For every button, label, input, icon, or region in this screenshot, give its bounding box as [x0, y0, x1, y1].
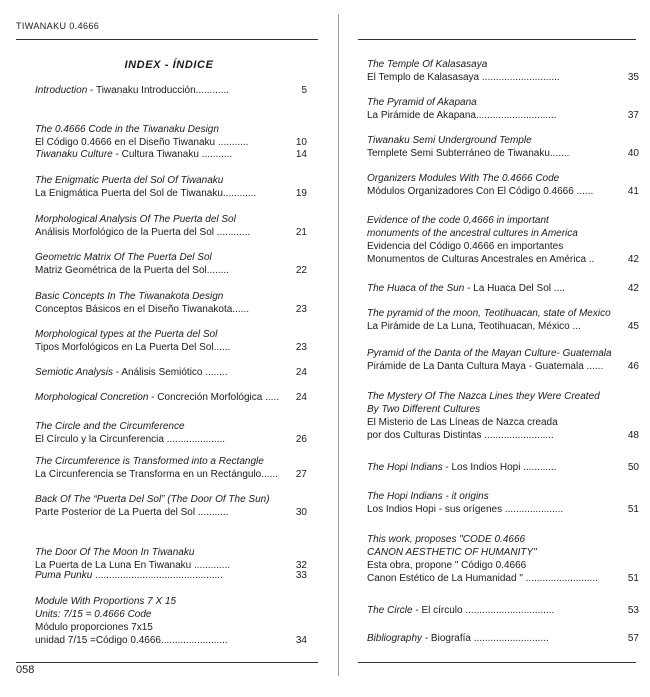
index-entry [367, 58, 639, 84]
header-rule [16, 39, 318, 40]
entry-page-number: 21 [295, 227, 307, 238]
entry-english-title: This work, proposes "CODE 0.4666 [367, 534, 526, 545]
entry-english-title: Organizers Modules With The 0.4666 Code [367, 173, 560, 184]
entry-line [367, 559, 639, 572]
entry-line [35, 366, 307, 379]
index-entry [367, 390, 639, 442]
entry-line [367, 490, 639, 503]
entry-line [35, 328, 307, 341]
index-entry [367, 134, 639, 160]
entry-english-title: The Mystery Of The Nazca Lines they Were Created [367, 391, 600, 402]
entry-spanish-title: .............................................. [92, 570, 223, 581]
page-number: 058 [16, 664, 35, 676]
entry-spanish-title: - Los Indios Hopi ............ [442, 462, 557, 473]
entry-english-title: Pyramid of the Danta of the Mayan Culture- Guatemala [367, 348, 612, 359]
entry-english-title: The Circle [367, 605, 413, 616]
entry-page-number: 40 [627, 148, 639, 159]
entry-english-title: Introduction [35, 85, 88, 96]
entry-line [35, 468, 307, 481]
entry-line [367, 347, 639, 360]
index-entry [35, 213, 307, 239]
index-entry [35, 569, 307, 582]
entry-page-number: 57 [627, 633, 639, 644]
entry-page-number: 19 [295, 188, 307, 199]
index-entry [367, 172, 639, 198]
entry-english-title: The Pyramid of Akapana [367, 97, 477, 108]
page-divider [338, 14, 339, 676]
entry-english-title: By Two Different Cultures [367, 404, 481, 415]
entry-line [35, 187, 307, 200]
entry-line [35, 341, 307, 354]
entry-spanish-title: Canon Estético de La Humanidad " .......................... [367, 573, 598, 584]
entry-page-number: 30 [295, 507, 307, 518]
entry-line [367, 546, 639, 559]
entry-spanish-title: Módulo proporciones 7x15 [35, 622, 153, 633]
entry-line [367, 572, 639, 585]
entry-line [367, 307, 639, 320]
entry-line [35, 148, 307, 161]
entry-english-title: The Huaca of the Sun [367, 283, 465, 294]
entry-page-number: 46 [627, 361, 639, 372]
entry-line [35, 569, 307, 582]
entry-page-number: 45 [627, 321, 639, 332]
entry-page-number: 37 [627, 110, 639, 121]
entry-page-number: 42 [627, 283, 639, 294]
entry-line [367, 71, 639, 84]
entry-page-number: 26 [295, 434, 307, 445]
entry-page-number: 51 [627, 504, 639, 515]
entry-line [367, 58, 639, 71]
index-entry [367, 461, 639, 474]
entry-english-title: Tiwanaku Culture [35, 149, 113, 160]
entry-line [35, 84, 307, 97]
entry-spanish-title: Evidencia del Código 0.4666 en importantes [367, 241, 564, 252]
entry-english-title: Semiotic Analysis [35, 367, 113, 378]
entry-english-title: The pyramid of the moon, Teotihuacan, state of Mexico [367, 308, 611, 319]
right-header-rule [358, 39, 636, 40]
entry-line [367, 134, 639, 147]
index-entry [35, 148, 307, 161]
entry-english-title: The Temple Of Kalasasaya [367, 59, 488, 70]
entry-line [367, 604, 639, 617]
entry-line [35, 264, 307, 277]
entry-english-title: Puma Punku [35, 570, 93, 581]
entry-spanish-title: La Enigmática Puerta del Sol de Tiwanaku............ [35, 188, 257, 199]
index-entry [367, 490, 639, 516]
index-entry [35, 493, 307, 519]
index-entry [367, 307, 639, 333]
entry-page-number: 53 [627, 605, 639, 616]
entry-spanish-title: Tipos Morfológicos en La Puerta Del Sol...... [35, 342, 231, 353]
entry-page-number: 10 [295, 137, 307, 148]
footer-rule-left [16, 662, 318, 663]
entry-english-title: Morphological types at the Puerta del Sol [35, 329, 218, 340]
entry-spanish-title: - Análisis Semiótico ........ [113, 367, 228, 378]
entry-spanish-title: - Cultura Tiwanaku ........... [112, 149, 233, 160]
index-entry [35, 251, 307, 277]
entry-line [367, 416, 639, 429]
entry-english-title: monuments of the ancestral cultures in America [367, 228, 578, 239]
entry-line [35, 455, 307, 468]
entry-english-title: Geometric Matrix Of The Puerta Del Sol [35, 252, 212, 263]
entry-english-title: Tiwanaku Semi Underground Temple [367, 135, 532, 146]
entry-line [367, 503, 639, 516]
index-entry [367, 604, 639, 617]
entry-spanish-title: - Tiwanaku Introducción............ [87, 85, 229, 96]
entry-spanish-title: Módulos Organizadores Con El Código 0.4666 ...... [367, 186, 594, 197]
entry-english-title: Bibliography [367, 633, 423, 644]
entry-spanish-title: El Misterio de Las Líneas de Nazca creada [367, 417, 558, 428]
entry-line [367, 109, 639, 122]
entry-spanish-title: El Templo de Kalasasaya ............................ [367, 72, 560, 83]
entry-page-number: 24 [295, 367, 307, 378]
entry-line [367, 96, 639, 109]
entry-line [35, 621, 307, 634]
entry-spanish-title: Parte Posterior de La Puerta del Sol ........... [35, 507, 229, 518]
entry-line [35, 420, 307, 433]
index-entry [367, 533, 639, 585]
entry-line [367, 282, 639, 295]
entry-line [35, 493, 307, 506]
entry-page-number: 51 [627, 573, 639, 584]
entry-english-title: The Circumference is Transformed into a Rectangle [35, 456, 264, 467]
entry-page-number: 27 [295, 469, 307, 480]
entry-page-number: 22 [295, 265, 307, 276]
entry-spanish-title: - Biografía ........................... [422, 633, 549, 644]
entry-spanish-title: unidad 7/15 =Código 0.4666........................ [35, 635, 228, 646]
running-header: TIWANAKU 0.4666 [16, 21, 100, 31]
index-entry [35, 455, 307, 481]
entry-line [367, 320, 639, 333]
entry-line [35, 226, 307, 239]
entry-line [367, 390, 639, 403]
entry-english-title: Units: 7/15 = 0.4666 Code [35, 609, 152, 620]
entry-line [35, 174, 307, 187]
entry-line [35, 546, 307, 559]
entry-line [367, 147, 639, 160]
entry-english-title: Morphological Analysis Of The Puerta del Sol [35, 214, 236, 225]
entry-line [35, 634, 307, 647]
entry-spanish-title: Los Indios Hopi - sus orígenes ..................... [367, 504, 564, 515]
entry-page-number: 23 [295, 342, 307, 353]
entry-line [35, 595, 307, 608]
index-entry [367, 282, 639, 295]
entry-spanish-title: El Código 0.4666 en el Diseño Tiwanaku ........... [35, 137, 249, 148]
entry-english-title: Module With Proportions 7 X 15 [35, 596, 177, 607]
entry-spanish-title: La Circunferencia se Transforma en un Rectángulo...... [35, 469, 278, 480]
index-entry [367, 96, 639, 122]
entry-page-number: 24 [295, 392, 307, 403]
index-entry [35, 420, 307, 446]
entry-spanish-title: Análisis Morfológico de la Puerta del Sol ............ [35, 227, 251, 238]
entry-line [367, 172, 639, 185]
entry-page-number: 34 [295, 635, 307, 646]
entry-spanish-title: Templete Semi Subterráneo de Tiwanaku....... [367, 148, 570, 159]
entry-spanish-title: Conceptos Básicos en el Diseño Tiwanakota...... [35, 304, 250, 315]
index-entry [35, 290, 307, 316]
entry-line [35, 391, 307, 404]
index-entry [35, 391, 307, 404]
entry-line [367, 240, 639, 253]
entry-english-title: Evidence of the code 0,4666 in important [367, 215, 549, 226]
index-entry [35, 328, 307, 354]
entry-english-title: The Hopi Indians - it origins [367, 491, 489, 502]
entry-english-title: CANON AESTHETIC OF HUMANITY" [367, 547, 537, 558]
index-entry [367, 214, 639, 266]
entry-line [35, 213, 307, 226]
index-title: INDEX - ÍNDICE [124, 59, 214, 71]
entry-line [35, 290, 307, 303]
entry-english-title: Back Of The “Puerta Del Sol” (The Door Of The Sun) [35, 494, 270, 505]
entry-page-number: 23 [295, 304, 307, 315]
entry-page-number: 41 [627, 186, 639, 197]
index-entry [367, 347, 639, 373]
entry-page-number: 50 [627, 462, 639, 473]
index-entry [35, 123, 307, 149]
entry-line [35, 608, 307, 621]
entry-english-title: The Circle and the Circumference [35, 421, 185, 432]
entry-page-number: 42 [627, 254, 639, 265]
entry-line [35, 251, 307, 264]
entry-english-title: The Door Of The Moon In Tiwanaku [35, 547, 195, 558]
footer-rule-right [358, 662, 636, 663]
entry-english-title: Morphological Concretion [35, 392, 149, 403]
entry-spanish-title: Esta obra, propone " Código 0.4666 [367, 560, 527, 571]
entry-page-number: 35 [627, 72, 639, 83]
entry-line [367, 429, 639, 442]
entry-line [35, 506, 307, 519]
entry-english-title: Basic Concepts In The Tiwanakota Design [35, 291, 224, 302]
entry-line [35, 123, 307, 136]
entry-english-title: The Hopi Indians [367, 462, 443, 473]
entry-spanish-title: Monumentos de Culturas Ancestrales en América .. [367, 254, 595, 265]
index-entry [35, 84, 307, 97]
entry-page-number: 32 [295, 560, 307, 571]
entry-spanish-title: - La Huaca Del Sol .... [464, 283, 565, 294]
entry-page-number: 14 [295, 149, 307, 160]
entry-line [367, 185, 639, 198]
entry-line [367, 227, 639, 240]
entry-english-title: The 0.4666 Code in the Tiwanaku Design [35, 124, 219, 135]
entry-line [367, 214, 639, 227]
entry-spanish-title: La Pirámide de Akapana............................. [367, 110, 557, 121]
entry-spanish-title: - Concreción Morfológica ..... [148, 392, 280, 403]
index-entry [367, 632, 639, 645]
entry-line [367, 253, 639, 266]
entry-line [367, 403, 639, 416]
entry-line [367, 632, 639, 645]
entry-page-number: 48 [627, 430, 639, 441]
entry-page-number: 5 [301, 85, 307, 96]
entry-spanish-title: La Pirámide de La Luna, Teotihuacan, México ... [367, 321, 581, 332]
index-entry [35, 174, 307, 200]
entry-line [367, 461, 639, 474]
entry-page-number: 33 [295, 570, 307, 581]
entry-spanish-title: La Puerta de La Luna En Tiwanaku ............. [35, 560, 231, 571]
index-entry [35, 595, 307, 647]
entry-line [367, 360, 639, 373]
entry-spanish-title: por dos Culturas Distintas ......................... [367, 430, 554, 441]
entry-spanish-title: Pirámide de La Danta Cultura Maya - Guatemala ...... [367, 361, 604, 372]
index-entry [35, 366, 307, 379]
entry-spanish-title: El Círculo y la Circunferencia ..................... [35, 434, 226, 445]
entry-line [35, 303, 307, 316]
entry-line [367, 533, 639, 546]
entry-line [35, 433, 307, 446]
entry-spanish-title: Matriz Geométrica de la Puerta del Sol........ [35, 265, 229, 276]
entry-spanish-title: - El círculo ................................ [412, 605, 555, 616]
entry-english-title: The Enigmatic Puerta del Sol Of Tiwanaku [35, 175, 224, 186]
